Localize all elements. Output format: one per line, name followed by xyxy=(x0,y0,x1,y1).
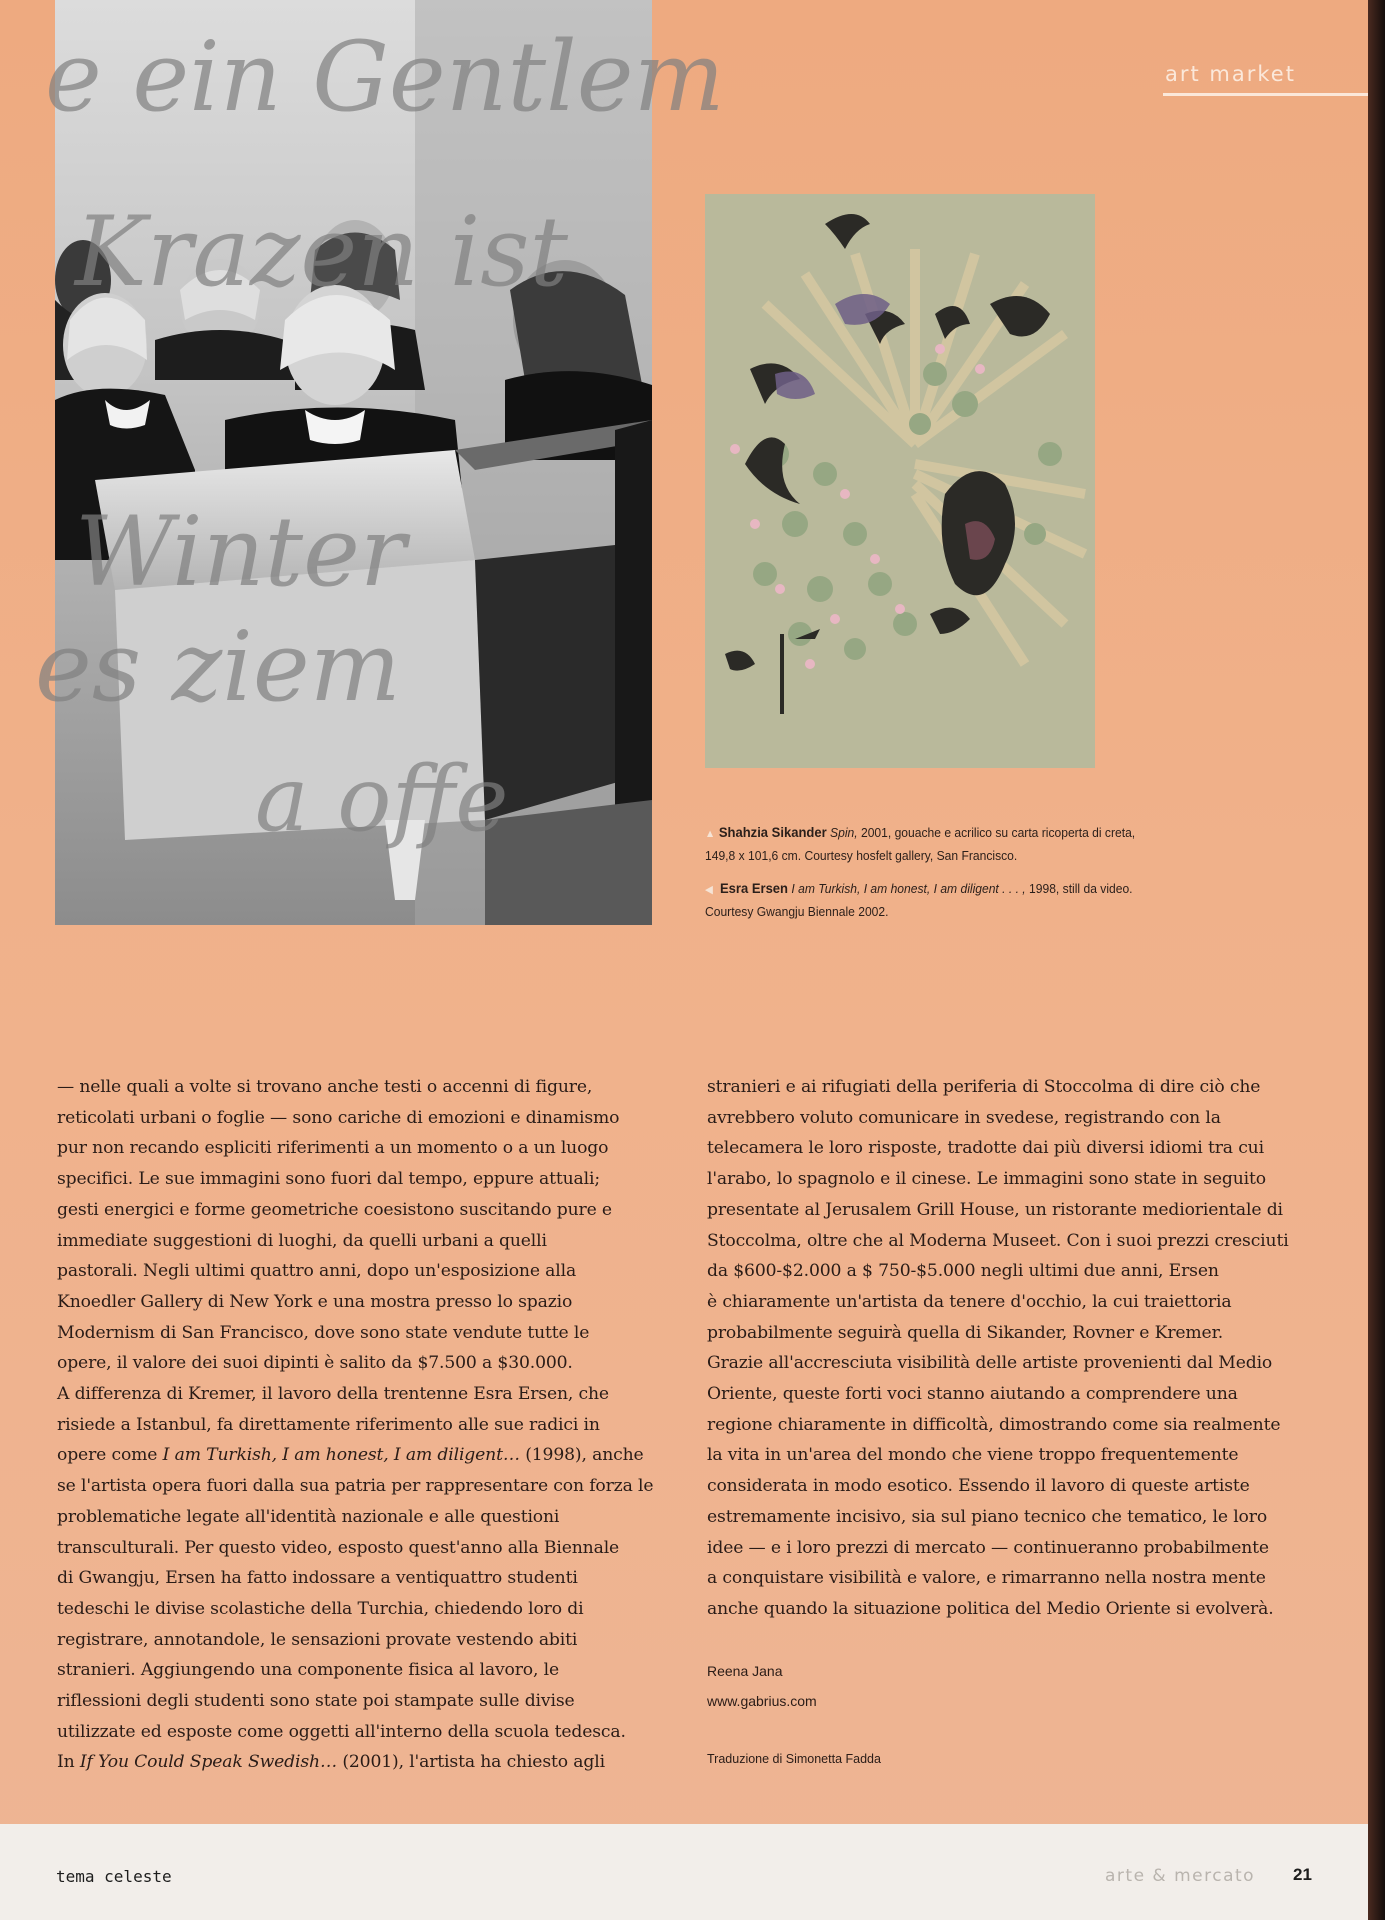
magazine-name: tema celeste xyxy=(56,1867,172,1886)
text-line: probabilmente seguirà quella di Sikander, Rovner e Kremer. xyxy=(707,1322,1224,1343)
text-line: è chiaramente un'artista da tenere d'occhio, la cui traiettoria xyxy=(707,1291,1232,1312)
caption-details: 2001, gouache e acrilico su carta ricoperta di creta, xyxy=(857,825,1136,840)
page-spine-shadow xyxy=(1368,0,1385,1920)
text-fragment: opere come xyxy=(57,1445,163,1466)
author-signature xyxy=(707,1656,817,1716)
handwriting-line: Winter xyxy=(75,496,406,608)
text-line: opere, il valore dei suoi dipinti è salito da $7.500 a $30.000. xyxy=(57,1353,573,1374)
text-line: stranieri. Aggiungendo una componente fisica al lavoro, le xyxy=(57,1660,559,1681)
footer-section: arte & mercato xyxy=(1105,1866,1256,1886)
author-website: www.gabrius.com xyxy=(707,1693,817,1709)
handwriting-line: e ein Gentlem xyxy=(45,21,725,133)
text-line: regione chiaramente in difficoltà, dimostrando come sia realmente xyxy=(707,1414,1281,1435)
text-line: considerata in modo esotico. Essendo il lavoro di queste artiste xyxy=(707,1476,1250,1497)
text-fragment: (1998), anche xyxy=(519,1445,644,1466)
text-line: pur non recando espliciti riferimenti a un momento o a un luogo xyxy=(57,1138,609,1159)
text-line: presentate al Jerusalem Grill House, un ristorante mediorientale di xyxy=(707,1199,1283,1220)
text-line: a conquistare visibilità e valore, e rimarranno nella nostra mente xyxy=(707,1568,1266,1589)
text-line: stranieri e ai rifugiati della periferia di Stoccolma di dire ciò che xyxy=(707,1077,1261,1097)
text-line: specifici. Le sue immagini sono fuori dal tempo, eppure attuali; xyxy=(57,1169,600,1190)
classroom-photo xyxy=(35,0,725,925)
text-line: Oriente, queste forti voci stanno aiutando a comprendere una xyxy=(707,1384,1238,1405)
text-fragment: In xyxy=(57,1752,80,1773)
page-footer xyxy=(0,1824,1368,1920)
text-line: telecamera le loro risposte, tradotte dai più diversi idiomi tra cui xyxy=(707,1138,1264,1159)
author-name: Reena Jana xyxy=(707,1663,783,1679)
translation-credit: Traduzione di Simonetta Fadda xyxy=(707,1752,881,1766)
text-line: reticolati urbani o foglie — sono cariche di emozioni e dinamismo xyxy=(57,1107,620,1128)
text-line: l'arabo, lo spagnolo e il cinese. Le immagini sono state in seguito xyxy=(707,1169,1266,1190)
text-line: problematiche legate all'identità nazionale e alle questioni xyxy=(57,1506,560,1527)
caption-sikander xyxy=(705,822,1263,866)
work-title: If You Could Speak Swedish… xyxy=(79,1752,338,1773)
caption-details: 149,8 x 101,6 cm. Courtesy hosfelt gallery, San Francisco. xyxy=(705,848,1018,863)
text-line: Stoccolma, oltre che al Moderna Museet. Con i suoi prezzi cresciuti xyxy=(707,1230,1289,1251)
text-line: Grazie all'accresciuta visibilità delle artiste provenienti dal Medio xyxy=(707,1353,1273,1374)
text-line xyxy=(57,1440,667,1471)
page-number: 21 xyxy=(1293,1865,1312,1884)
article-column-left xyxy=(57,1072,667,1778)
text-line: registrare, annotandole, le sensazioni provate vestendo abiti xyxy=(57,1629,578,1650)
triangle-up-icon: ▲ xyxy=(705,828,716,840)
text-line: immediate suggestioni di luoghi, da quelli urbani a quelli xyxy=(57,1230,547,1251)
caption-artist: Shahzia Sikander xyxy=(718,824,827,840)
text-line: estremamente incisivo, sia sul piano tecnico che tematico, le loro xyxy=(707,1506,1268,1527)
text-line: di Gwangju, Ersen ha fatto indossare a ventiquattro studenti xyxy=(57,1568,578,1589)
text-line: Knoedler Gallery di New York e una mostra presso lo spazio xyxy=(57,1291,573,1312)
handwriting-line: Krazen ist xyxy=(75,196,569,308)
image-captions xyxy=(705,822,1265,934)
text-line: idee — e i loro prezzi di mercato — continueranno probabilmente xyxy=(707,1537,1269,1558)
text-line: da $600-$2.000 a $ 750-$5.000 negli ultimi due anni, Ersen xyxy=(707,1261,1219,1282)
text-line: gesti energici e forme geometriche coesistono suscitando pure e xyxy=(57,1199,612,1220)
text-line: anche quando la situazione politica del Medio Oriente si evolverà. xyxy=(707,1598,1274,1619)
text-line: tedeschi le divise scolastiche della Turchia, chiedendo loro di xyxy=(57,1598,584,1619)
handwriting-line: es ziem xyxy=(35,611,401,723)
caption-title: I am Turkish, I am honest, I am diligent . . . , xyxy=(791,881,1026,896)
text-line: avrebbero voluto comunicare in svedese, registrando con la xyxy=(707,1107,1221,1128)
text-line: utilizzate ed esposte come oggetti all'interno della scuola tedesca. xyxy=(57,1721,626,1742)
handwriting-line: a offe xyxy=(255,747,509,852)
text-line xyxy=(57,1747,667,1778)
caption-title: Spin, xyxy=(830,825,858,840)
spin-painting xyxy=(705,194,1095,768)
text-line: riflessioni degli studenti sono state poi stampate sulle divise xyxy=(57,1691,575,1712)
text-fragment: (2001), l'artista ha chiesto agli xyxy=(337,1752,605,1773)
article-column-right xyxy=(707,1072,1317,1625)
caption-details: Courtesy Gwangju Biennale 2002. xyxy=(705,904,889,919)
caption-artist: Esra Ersen xyxy=(719,880,789,896)
text-line: Modernism di San Francisco, dove sono state vendute tutte le xyxy=(57,1322,590,1343)
work-title: I am Turkish, I am honest, I am diligent… xyxy=(162,1445,520,1466)
section-tag: art market xyxy=(1165,62,1296,86)
text-line: transculturali. Per questo video, esposto quest'anno alla Biennale xyxy=(57,1537,620,1558)
text-line: A differenza di Kremer, il lavoro della trentenne Esra Ersen, che xyxy=(57,1384,609,1405)
text-line: pastorali. Negli ultimi quattro anni, dopo un'esposizione alla xyxy=(57,1261,577,1282)
caption-ersen xyxy=(705,878,1263,922)
text-line: risiede a Istanbul, fa direttamente riferimento alle sue radici in xyxy=(57,1414,600,1435)
text-line: la vita in un'area del mondo che viene troppo frequentemente xyxy=(707,1445,1239,1466)
text-line: se l'artista opera fuori dalla sua patria per rappresentare con forza le xyxy=(57,1476,654,1497)
section-rule xyxy=(1163,93,1368,96)
text-line: — nelle quali a volte si trovano anche testi o accenni di figure, xyxy=(57,1077,593,1097)
caption-details: 1998, still da video. xyxy=(1025,881,1133,896)
triangle-left-icon: ◀ xyxy=(705,884,713,896)
